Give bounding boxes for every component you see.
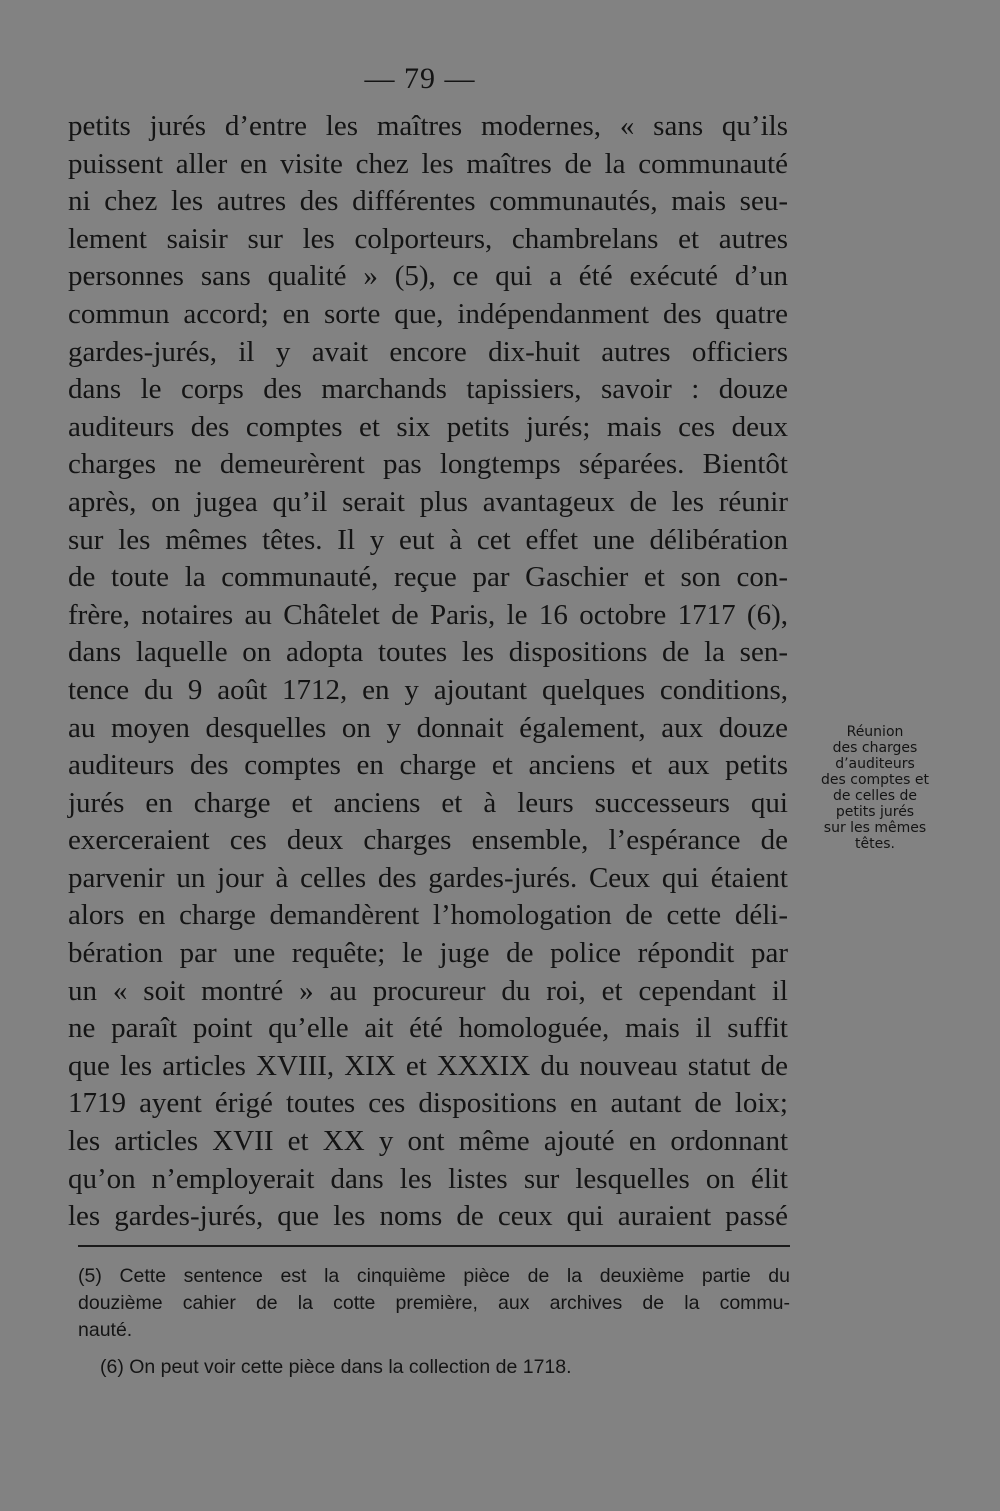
marginal-note-line: Réunion [846,724,904,740]
body-line: les articles XVII et XX y ont même ajouté en ordonnant [68,1125,788,1158]
body-line: petits jurés d’entre les maîtres modernes, « sans qu’ils [68,110,788,142]
body-line: parvenir un jour à celles des gardes-jurés. Ceux qui étaient [68,861,788,894]
body-line: sur les mêmes têtes. Il y eut à cet effet une délibération [68,523,788,556]
body-line: auditeurs des comptes en charge et anciens et aux petits [68,749,788,782]
footnote-5-line: douzième cahier de la cotte première, aux archives de la commu- [78,1292,790,1314]
body-line: charges ne demeurèrent pas longtemps séparées. Bientôt [68,448,788,481]
body-line: gardes-jurés, il y avait encore dix-huit autres officiers [68,335,788,368]
body-line: dans laquelle on adopta toutes les dispositions de la sen- [68,636,788,669]
body-line: que les articles XVIII, XIX et XXXIX du nouveau statut de [68,1049,788,1082]
marginal-note-line: de celles de [833,788,917,804]
body-line: frère, notaires au Châtelet de Paris, le 16 octobre 1717 (6), [68,598,788,631]
body-line: tence du 9 août 1712, en y ajoutant quelques conditions, [68,673,788,706]
marginal-note-line: d’auditeurs [835,756,915,772]
footnote-5-line: nauté. [78,1319,133,1341]
marginal-note-line: des comptes et [821,772,929,788]
marginal-note-line: sur les mêmes [823,820,927,836]
body-line: au moyen desquelles on y donnait également, aux douze [68,711,788,744]
body-line: lement saisir sur les colporteurs, chambrelans et autres [68,222,788,255]
body-line: dans le corps des marchands tapissiers, savoir : douze [68,373,788,406]
page-number: — 79 — [364,62,476,95]
body-line: un « soit montré » au procureur du roi, et cependant il [68,974,788,1007]
footnote-5-line: (5) Cette sentence est la cinquième pièce de la deuxième partie du [78,1265,790,1287]
marginal-note [800,724,950,852]
marginal-note-line: têtes. [855,836,895,852]
body-line: exerceraient ces deux charges ensemble, l’espérance de [68,824,788,857]
body-line: bération par une requête; le juge de police répondit par [68,937,788,970]
body-line: 1719 ayent érigé toutes ces dispositions en autant de loix; [68,1087,788,1120]
body-line: ne paraît point qu’elle ait été homologuée, mais il suffit [68,1012,788,1045]
body-line: de toute la communauté, reçue par Gaschier et son con- [68,561,788,594]
footnotes [78,1263,790,1381]
body-line: alors en charge demandèrent l’homologation de cette déli- [68,899,788,932]
marginal-note-line: petits jurés [835,804,915,820]
body-line: les gardes-jurés, que les noms de ceux qui auraient passé [68,1200,788,1233]
body-line: ni chez les autres des différentes communautés, mais seu- [68,185,788,218]
body-line: commun accord; en sorte que, indépendanment des quatre [68,297,788,330]
footnote-divider [78,1245,790,1247]
body-line: puissent aller en visite chez les maîtres de la communauté [68,147,788,180]
body-line: auditeurs des comptes et six petits jurés; mais ces deux [68,410,788,443]
body-line: personnes sans qualité » (5), ce qui a été exécuté d’un [68,260,788,293]
marginal-note-line: des charges [832,740,918,756]
body-line: après, on jugea qu’il serait plus avantageux de les réunir [68,485,788,518]
body-line: jurés en charge et anciens et à leurs successeurs qui [68,786,788,819]
footnote-6: (6) On peut voir cette pièce dans la collection de 1718. [100,1356,572,1378]
body-text [68,108,788,1236]
body-line: qu’on n’employerait dans les listes sur lesquelles on élit [68,1162,788,1195]
